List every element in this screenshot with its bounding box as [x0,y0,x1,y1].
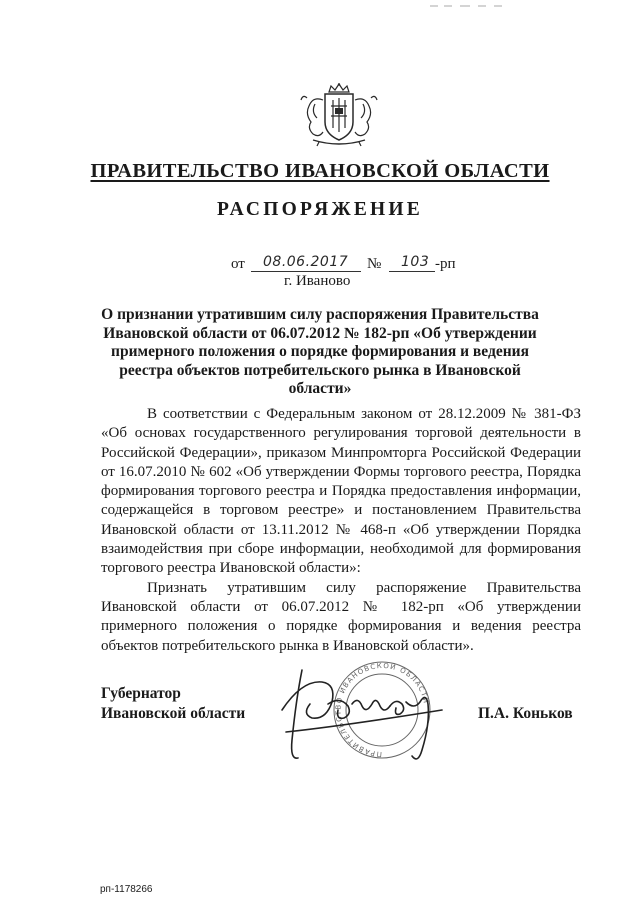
signer-name: П.А. Коньков [478,705,573,722]
document-subject: О признании утратившим силу распоряжения Правительства Ивановской области от 06.07.2012 № 182-рп «Об утверждении примерного положения о порядке формирования и ведения реестра объектов потребительского рынка в Ивановской области» [101,306,539,397]
number-suffix: -рп [435,256,456,272]
scan-marks [430,2,505,10]
number-label: № [367,256,382,272]
registration-number: рп-1178266 [100,884,153,895]
coat-of-arms-icon [295,82,383,148]
signatory-title-line2: Ивановской области [101,705,246,722]
body-paragraph: В соответствии с Федеральным законом от 28.12.2009 № 381-ФЗ «Об основах государственного регулирования торговой деятельности в Российской Федерации», приказом Минпромторга Российской Федерации от 16.07.2010 № 602 «Об утверждении Формы торгового реестра, Порядка формирования торгового реестра и Порядка предоставления информации, содержащейся в торговом реестре» и постановлением Правительства Ивановской области от 13.11.2012 № 468-п «Об утверждении Порядка взаимодействия при сборе информации, необходимой для формирования торгового реестра Ивановской области»: [101,406,581,577]
number-value: 103 [401,254,430,270]
city: г. Иваново [284,273,351,289]
date-prefix: от [231,256,245,272]
signatory-title [101,684,301,724]
svg-text:ПРАВИТЕЛЬСТВО ИВАНОВСКОЙ ОБЛАС: ПРАВИТЕЛЬСТВО ИВАНОВСКОЙ ОБЛАСТИ [334,661,431,759]
document-type-heading: РАСПОРЯЖЕНИЕ [217,199,423,220]
organization-title: ПРАВИТЕЛЬСТВО ИВАНОВСКОЙ ОБЛАСТИ [90,160,550,182]
signatory-title-line1: Губернатор [101,685,181,702]
document-body [101,405,581,656]
date-value: 08.06.2017 [263,254,349,270]
body-paragraph: Признать утратившим силу распоряжение Правительства Ивановской области от 06.07.2012 № 182-рп «Об утверждении примерного положения о порядке формирования и ведения реестра объектов потребительского рынка в Ивановской области». [101,579,581,654]
